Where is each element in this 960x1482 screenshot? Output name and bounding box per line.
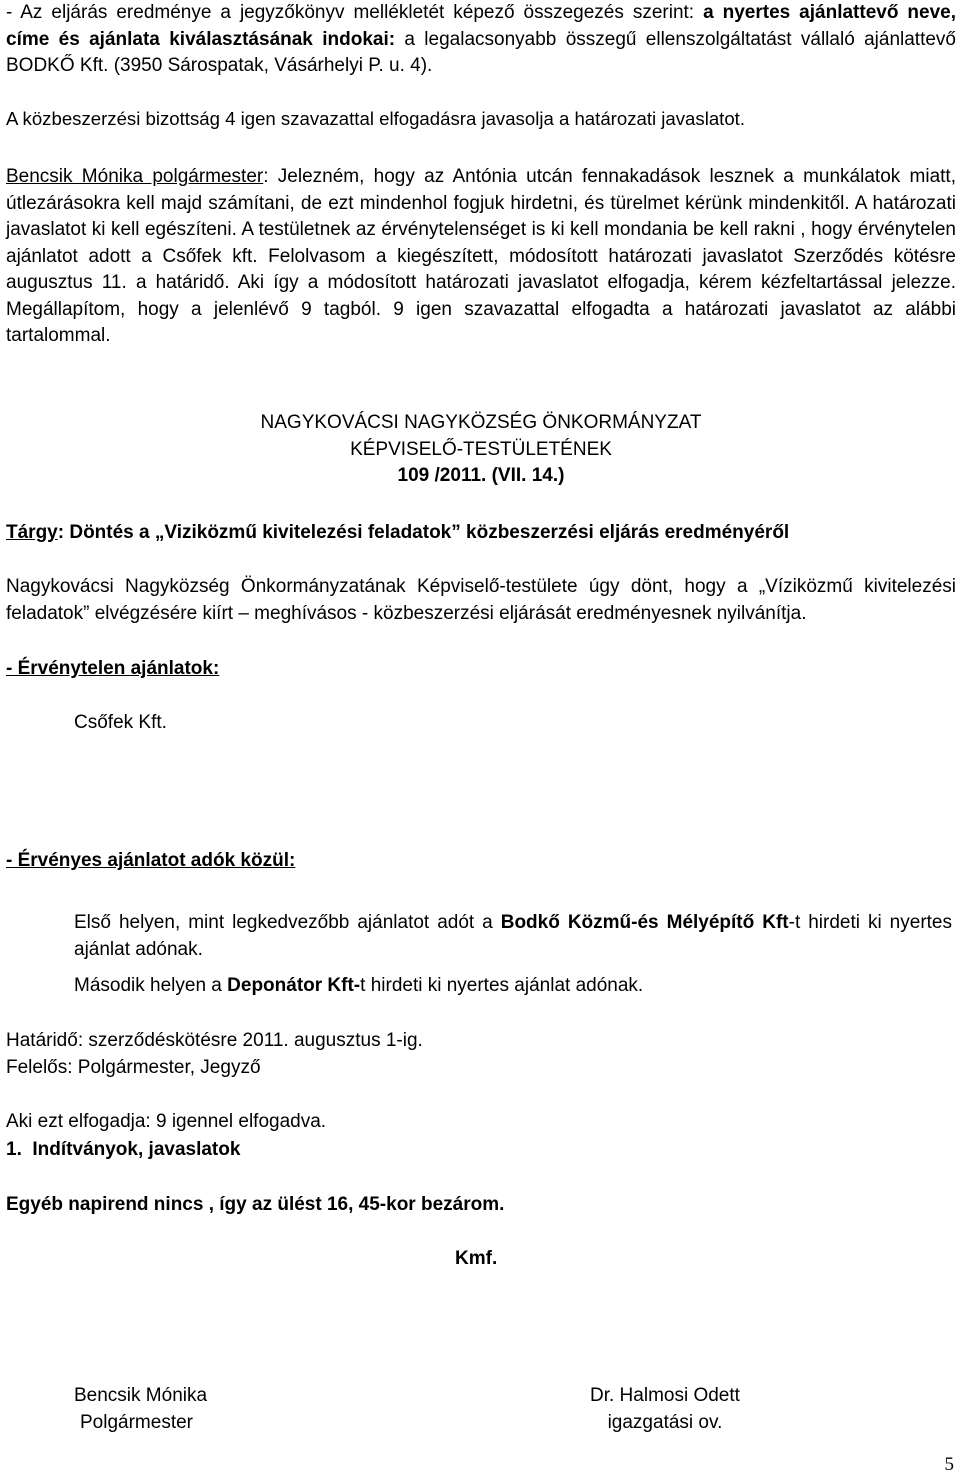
resolution-decision: Nagykovácsi Nagyközség Önkormányzatának Képviselő-testülete úgy dönt, hogy a „Víziközmű kivitelezési feladatok” elvégzésére kiírt – meghívásos - közbeszerzési eljárását eredményesnek nyilvánítja. bbox=[6, 576, 956, 624]
page-number: 5 bbox=[944, 1454, 954, 1475]
resolution-header bbox=[6, 410, 956, 490]
second-place bbox=[6, 973, 643, 1000]
mayor-speaker: Bencsik Mónika polgármester bbox=[6, 166, 264, 187]
invalid-offers-heading: - Érvénytelen ajánlatok: bbox=[6, 658, 220, 679]
resolution-line-2: KÉPVISELŐ-TESTÜLETÉNEK bbox=[350, 438, 612, 460]
signature-right-title: igazgatási ov. bbox=[607, 1411, 723, 1433]
valid-offers-heading: - Érvényes ajánlatot adók közül: bbox=[6, 850, 296, 871]
speaker-colon: : bbox=[263, 166, 278, 187]
result-bold-label: a nyertes ajánlattevő neve, címe és ajánlata kiválasztásának indokai: bbox=[6, 2, 957, 50]
second-place-company: Deponátor Kft- bbox=[227, 975, 361, 996]
invalid-offer-item: Csőfek Kft. bbox=[74, 712, 167, 733]
mayor-statement bbox=[6, 164, 956, 350]
signature-left bbox=[74, 1383, 207, 1436]
closing-statement: Egyéb napirend nincs , így az ülést 16, 45-kor bezárom. bbox=[6, 1194, 505, 1215]
subject-text: : Döntés a „Viziközmű kivitelezési feladatok” közbeszerzési eljárás eredményéről bbox=[57, 522, 790, 543]
kmf: Kmf. bbox=[455, 1248, 498, 1269]
vote-result: Aki ezt elfogadja: 9 igennel elfogadva. bbox=[6, 1111, 327, 1132]
result-intro: - Az eljárás eredménye a jegyzőkönyv mellékletét képező összegezés szerint: bbox=[6, 2, 704, 23]
signature-left-name: Bencsik Mónika bbox=[74, 1385, 208, 1406]
second-place-outro: t hirdeti ki nyertes ajánlat adónak. bbox=[360, 975, 644, 996]
responsible: Felelős: Polgármester, Jegyző bbox=[6, 1057, 261, 1078]
result-winner: a legalacsonyabb összegű ellenszolgáltatást vállaló ajánlattevő BODKŐ Kft. (3950 Sárospatak, Vásárhelyi P. u. 4). bbox=[6, 28, 957, 76]
mayor-statement-text: Jelezném, hogy az Antónia utcán fennakadások lesznek a munkálatok miatt, útlezárásokra kell majd számítani, de ezt mindenhol fogjuk hirdetni, és türelmet kérünk mindenkitől. A határozati javaslatot ki kell egészíteni. A testületnek az érvénytelenséget is ki kell mondania be kell rakni , hogy érvénytelen ajánlatot adott a Csőfek kft. Felolvasom a kiegészített, módosított határozati javaslatot Szerződés kötésre augusztus 11. a határidő. Aki így a módosított határozati javaslatot elfogadja, kérem kézfeltartással jelezze. Megállapítom, hogy a jelenlévő 9 tagból. 9 igen szavazattal elfogadta a határozati javaslatot az alábbi tartalommal. bbox=[6, 166, 956, 346]
section-heading: 1. Indítványok, javaslatok bbox=[6, 1139, 241, 1160]
first-place-company: Bodkő Közmű-és Mélyépítő Kft bbox=[500, 912, 789, 933]
second-place-intro: Második helyen a bbox=[74, 975, 228, 996]
signature-right bbox=[590, 1383, 740, 1436]
resolution-subject bbox=[6, 520, 956, 547]
first-place-outro: -t hirdeti ki nyertes ajánlat adónak. bbox=[74, 912, 952, 960]
paragraph-procedure-result bbox=[6, 0, 956, 80]
first-place bbox=[6, 910, 952, 963]
signature-right-name: Dr. Halmosi Odett bbox=[590, 1385, 740, 1406]
signature-left-title: Polgármester bbox=[80, 1411, 193, 1433]
deadline: Határidő: szerződéskötésre 2011. augusztus 1-ig. bbox=[6, 1030, 423, 1051]
resolution-line-1: NAGYKOVÁCSI NAGYKÖZSÉG ÖNKORMÁNYZAT bbox=[260, 412, 702, 433]
resolution-number: 109 /2011. (VII. 14.) bbox=[397, 465, 565, 486]
first-place-intro: Első helyen, mint legkedvezőbb ajánlatot adót a bbox=[74, 912, 501, 933]
subject-label: Tárgy bbox=[6, 522, 58, 543]
committee-recommendation: A közbeszerzési bizottság 4 igen szavazattal elfogadásra javasolja a határozati javaslatot. bbox=[6, 108, 746, 129]
